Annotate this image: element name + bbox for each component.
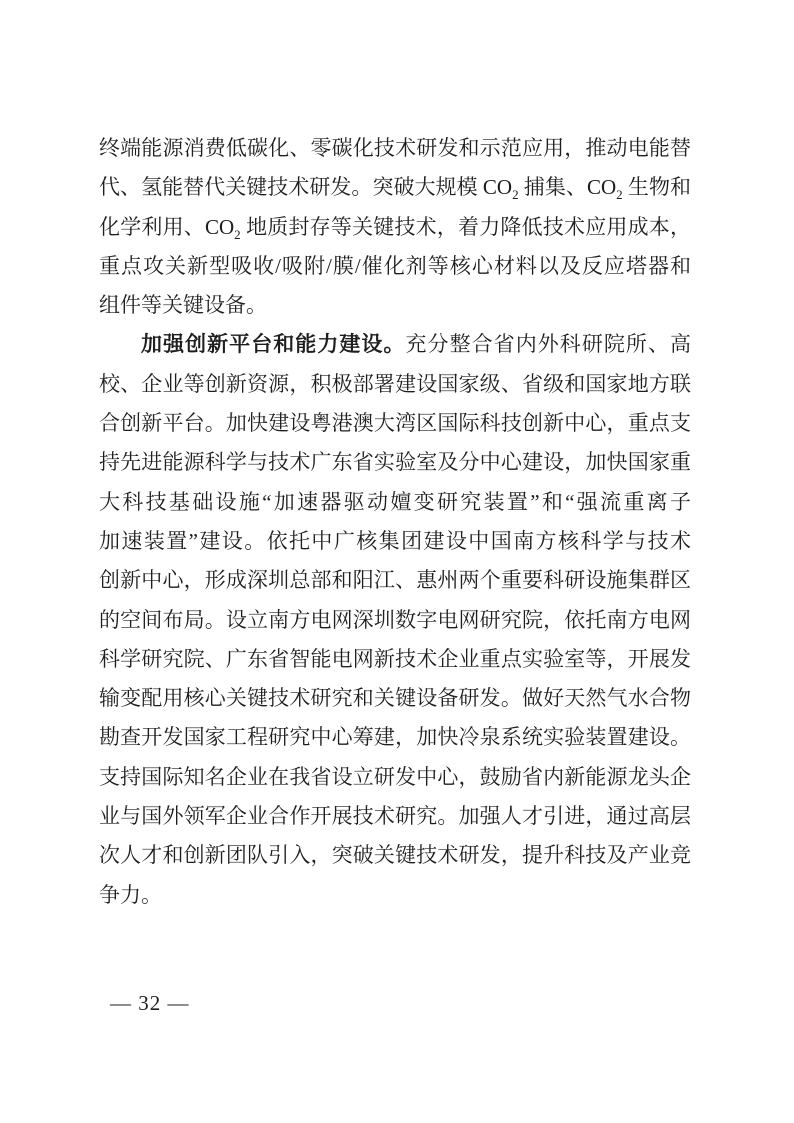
text-line <box>99 718 691 757</box>
text-run: 终端能源消费低碳化、零碳化技术研发和示范应用，推动电能替 <box>99 136 691 160</box>
paragraph <box>99 129 691 325</box>
text-line <box>99 365 691 404</box>
text-line <box>99 208 691 247</box>
text-run: 的空间布局。设立南方电网深圳数字电网研究院，依托南方电网 <box>99 607 691 632</box>
text-line <box>99 561 691 600</box>
text-run: 化学利用、CO <box>99 214 235 239</box>
text-run: 地质封存等关键技术，着力降低技术应用成本， <box>240 214 691 239</box>
text-run: 捕集、CO <box>518 175 617 200</box>
text-line <box>99 404 691 443</box>
subscript-text: 2 <box>616 187 623 203</box>
text-run: 生物和 <box>622 175 691 200</box>
text-line <box>99 758 691 797</box>
document-body <box>99 129 691 915</box>
text-line <box>99 601 691 640</box>
text-run: 大科技基础设施“加速器驱动嬗变研究装置”和“强流重离子 <box>99 489 691 514</box>
text-run: 合创新平台。加快建设粤港澳大湾区国际科技创新中心，重点支 <box>99 411 691 436</box>
page-number: — 32 — <box>110 991 190 1015</box>
subscript-text: 2 <box>512 187 519 203</box>
text-line <box>99 522 691 561</box>
text-run: 支持国际知名企业在我省设立研发中心，鼓励省内新能源龙头企 <box>99 764 691 789</box>
paragraph <box>99 325 691 914</box>
text-line <box>99 679 691 718</box>
text-line <box>99 168 691 207</box>
text-line <box>99 325 691 364</box>
text-run: 业与国外领军企业合作开展技术研究。加强人才引进，通过高层 <box>99 804 691 829</box>
text-line <box>99 286 691 325</box>
text-run: 充分整合省内外科研院所、高 <box>405 332 691 357</box>
text-run: 输变配用核心关键技术研究和关键设备研发。做好天然气水合物 <box>99 686 691 711</box>
text-run: 争力。 <box>99 882 162 907</box>
text-run: 勘查开发国家工程研究中心筹建，加快冷泉系统实验装置建设。 <box>99 725 691 750</box>
text-line <box>99 483 691 522</box>
text-line <box>99 876 691 915</box>
text-line <box>99 836 691 875</box>
text-run: 组件等关键设备。 <box>99 293 267 318</box>
text-line <box>99 443 691 482</box>
text-line <box>99 797 691 836</box>
text-line <box>99 129 691 168</box>
text-run: 科学研究院、广东省智能电网新技术企业重点实验室等，开展发 <box>99 646 691 671</box>
text-run: 创新中心，形成深圳总部和阳江、惠州两个重要科研设施集群区 <box>99 568 691 593</box>
bold-run: 加强创新平台和能力建设。 <box>141 332 406 357</box>
text-run: 次人才和创新团队引入，突破关键技术研发，提升科技及产业竞 <box>99 843 691 868</box>
text-line <box>99 247 691 286</box>
text-run: 代、氢能替代关键技术研发。突破大规模 CO <box>99 175 513 200</box>
text-run: 重点攻关新型吸收/吸附/膜/催化剂等核心材料以及反应塔器和 <box>99 253 691 278</box>
text-run: 加速装置”建设。依托中广核集团建设中国南方核科学与技术 <box>99 528 691 553</box>
subscript-text: 2 <box>234 226 241 242</box>
text-run: 校、企业等创新资源，积极部署建设国家级、省级和国家地方联 <box>99 371 691 396</box>
page-footer <box>110 988 190 1018</box>
text-line <box>99 640 691 679</box>
text-run: 持先进能源科学与技术广东省实验室及分中心建设，加快国家重 <box>99 450 691 475</box>
